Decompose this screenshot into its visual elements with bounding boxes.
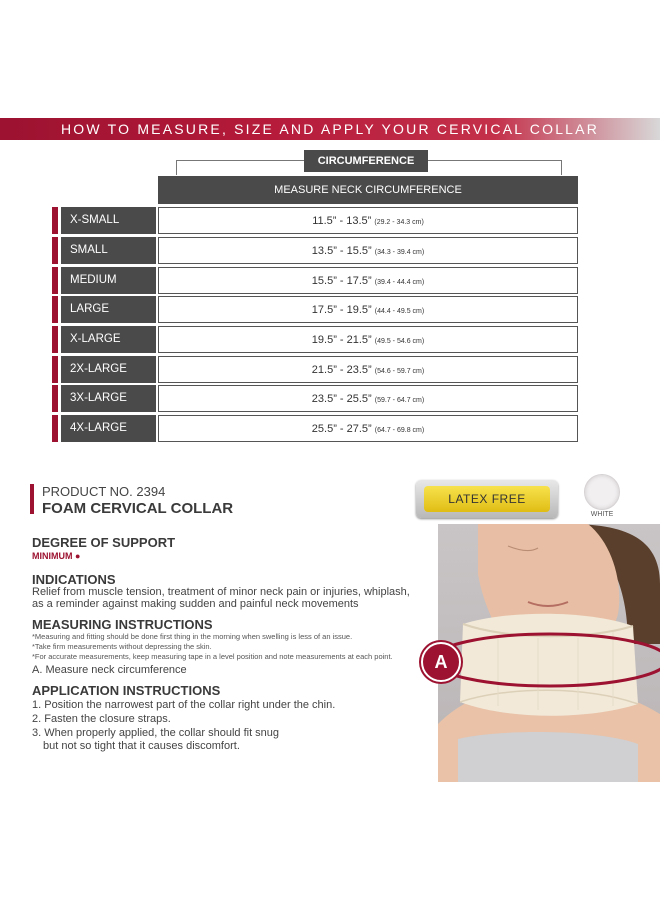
application-heading: APPLICATION INSTRUCTIONS — [32, 683, 221, 698]
row-accent — [52, 326, 58, 353]
support-level: MINIMUM ● — [32, 551, 81, 561]
size-range — [158, 296, 578, 323]
row-accent — [52, 237, 58, 264]
measuring-note: *For accurate measurements, keep measuring tape in a level position and note measurements at each point. — [32, 652, 393, 661]
product-name: FOAM CERVICAL COLLAR — [42, 500, 234, 517]
range-inches: 11.5” - 13.5” — [312, 215, 372, 227]
product-accent-bar — [30, 484, 34, 514]
range-cm: (59.7 - 64.7 cm) — [374, 397, 425, 404]
range-inches: 21.5” - 23.5” — [311, 364, 372, 376]
color-swatch — [584, 474, 620, 510]
range-cm: (39.4 - 44.4 cm) — [374, 279, 425, 286]
range-cm: (29.2 - 34.3 cm) — [374, 219, 424, 226]
circumference-label: CIRCUMFERENCE — [304, 150, 428, 172]
column-header: MEASURE NECK CIRCUMFERENCE — [158, 176, 578, 204]
measurement-a-badge: A — [421, 642, 461, 682]
row-accent — [52, 385, 58, 412]
size-range — [158, 326, 578, 353]
size-range — [158, 207, 578, 234]
application-step: 1. Position the narrowest part of the collar right under the chin. — [32, 699, 336, 711]
application-step: 3. When properly applied, the collar should fit snug — [32, 727, 280, 739]
application-step: but not so tight that it causes discomfort. — [43, 740, 240, 752]
indications-heading: INDICATIONS — [32, 572, 116, 587]
size-range — [158, 356, 578, 383]
range-inches: 13.5” - 15.5” — [311, 245, 372, 257]
size-label: X-LARGE — [61, 326, 156, 353]
product-photo — [438, 524, 660, 782]
range-inches: 25.5” - 27.5” — [311, 423, 372, 435]
latex-free-badge: LATEX FREE — [424, 486, 550, 512]
indications-line: as a reminder against making sudden and painful neck movements — [32, 598, 359, 610]
measuring-heading: MEASURING INSTRUCTIONS — [32, 617, 213, 632]
row-accent — [52, 296, 58, 323]
range-inches: 17.5” - 19.5” — [311, 304, 372, 316]
range-inches: 15.5” - 17.5” — [311, 275, 372, 287]
row-accent — [52, 267, 58, 294]
row-accent — [52, 207, 58, 234]
application-step: 2. Fasten the closure straps. — [32, 713, 171, 725]
size-range — [158, 237, 578, 264]
size-label: 3X-LARGE — [61, 385, 156, 412]
size-label: 2X-LARGE — [61, 356, 156, 383]
collar-illustration — [438, 524, 660, 782]
size-range — [158, 267, 578, 294]
row-accent — [52, 356, 58, 383]
size-label: MEDIUM — [61, 267, 156, 294]
range-cm: (49.5 - 54.6 cm) — [374, 338, 425, 345]
size-label: X-SMALL — [61, 207, 156, 234]
measuring-note: *Measuring and fitting should be done first thing in the morning when swelling is less of an issue. — [32, 632, 353, 641]
range-cm: (54.6 - 59.7 cm) — [374, 368, 425, 375]
range-inches: 19.5” - 21.5” — [311, 334, 372, 346]
size-label: 4X-LARGE — [61, 415, 156, 442]
size-range — [158, 385, 578, 412]
range-cm: (64.7 - 69.8 cm) — [374, 427, 425, 434]
measuring-note: *Take firm measurements without depressing the skin. — [32, 642, 212, 651]
size-label: SMALL — [61, 237, 156, 264]
product-number: PRODUCT NO. 2394 — [42, 484, 166, 499]
banner-title: HOW TO MEASURE, SIZE AND APPLY YOUR CERVICAL COLLAR — [60, 121, 600, 137]
color-label: WHITE — [590, 511, 614, 518]
range-cm: (44.4 - 49.5 cm) — [374, 308, 425, 315]
row-accent — [52, 415, 58, 442]
size-range — [158, 415, 578, 442]
range-inches: 23.5” - 25.5” — [311, 393, 372, 405]
indications-line: Relief from muscle tension, treatment of minor neck pain or injuries, whiplash, — [32, 586, 410, 598]
support-heading: DEGREE OF SUPPORT — [32, 535, 176, 550]
range-cm: (34.3 - 39.4 cm) — [374, 249, 425, 256]
size-label: LARGE — [61, 296, 156, 323]
measuring-step-a: A. Measure neck circumference — [32, 664, 187, 676]
